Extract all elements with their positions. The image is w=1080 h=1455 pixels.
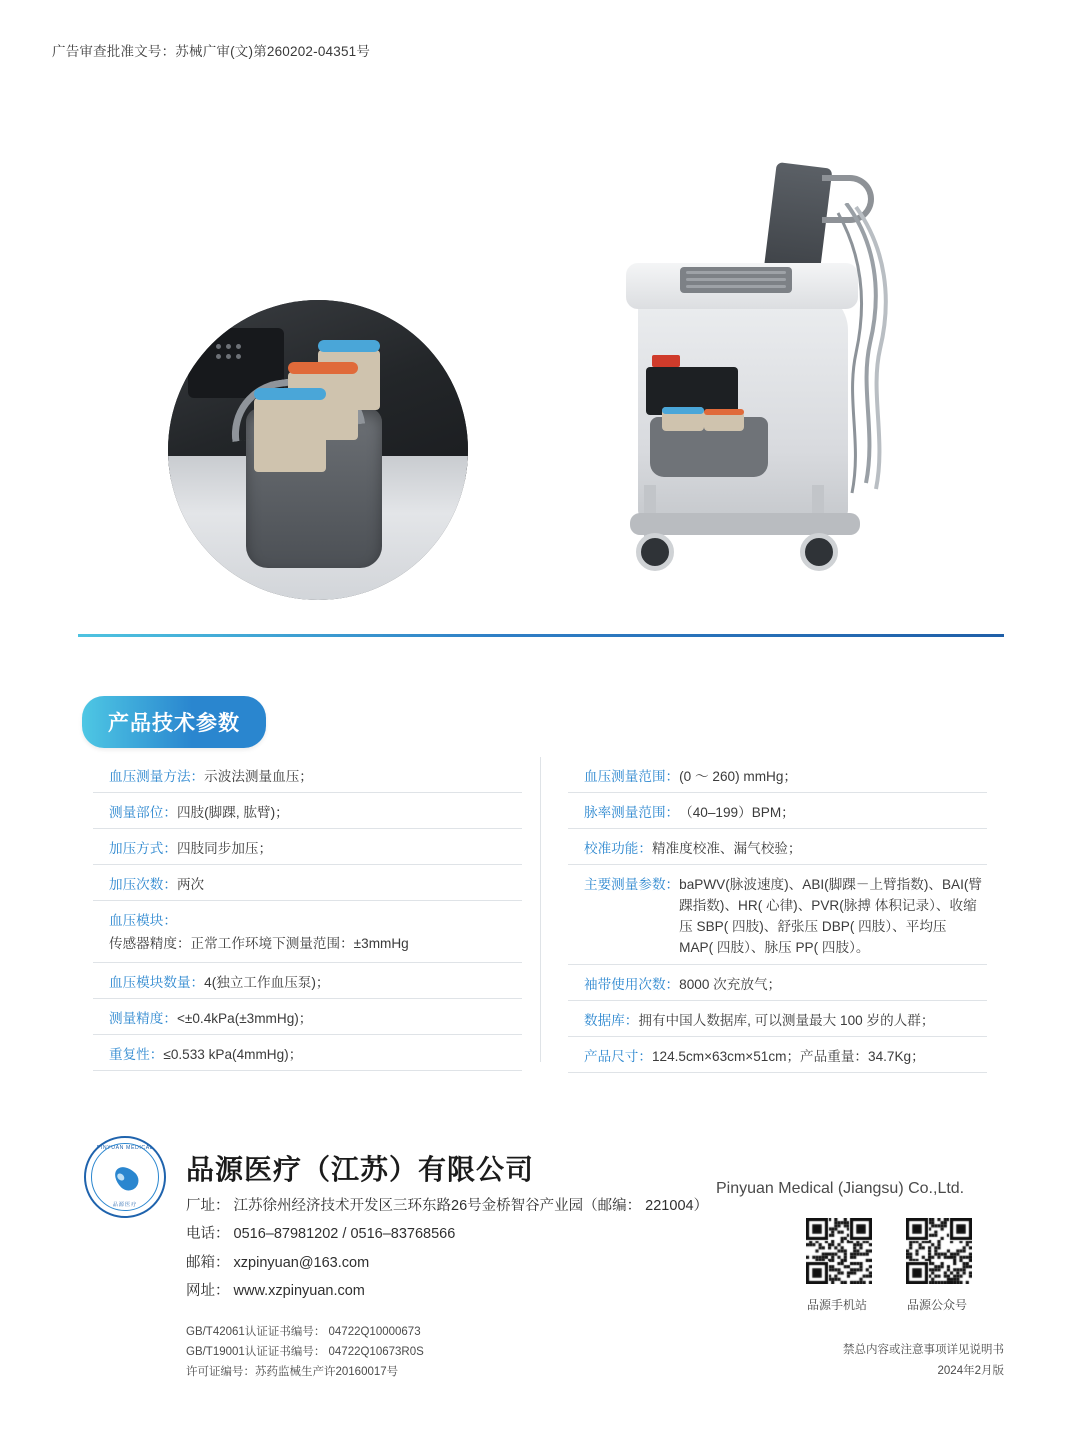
company-logo [84,1136,166,1218]
spec-value: 8000 次充放气； [679,977,782,992]
table-row [568,865,987,965]
logo-bottom-text: 品源医疗 [112,1202,138,1208]
contact-block [186,1192,708,1305]
logo-top-text: PINYUAN MEDICAL [96,1145,154,1151]
spec-value: （40–199）BPM； [679,805,795,820]
spec-key: 校准功能： [584,841,652,856]
spec-key: 袖带使用次数： [584,977,680,992]
spec-column-right [540,757,987,1073]
spec-key: 血压模块： [109,913,177,928]
spec-key: 测量精度： [109,1011,177,1026]
cert-line-2: GB/T19001认证证书编号： 04722Q10673R0S [186,1346,424,1359]
note-line-1: 禁总内容或注意事项详见说明书 [843,1344,1004,1356]
table-row [93,1035,522,1071]
spec-key: 脉率测量范围： [584,805,680,820]
spec-value: 四肢同步加压； [176,841,273,856]
table-row [568,793,987,829]
company-name-cn: 品源医疗（江苏）有限公司 [186,1154,535,1185]
cert-line-3: 许可证编号：苏药监械生产许20160017号 [186,1366,399,1379]
qr-code-wechat [906,1218,972,1284]
spec-value: 示波法测量血压； [204,769,313,784]
product-photos [0,110,1080,610]
cert-line-1: GB/T42061认证证书编号： 04722Q10000673 [186,1326,421,1338]
spec-column-divider [540,757,541,1062]
spec-key: 数据库： [584,1013,639,1028]
certificates-block [186,1322,424,1382]
table-row [93,757,522,793]
spec-value: 拥有中国人数据库, 可以测量最大 100 岁的人群； [638,1013,935,1028]
spec-value: ≤0.533 kPa(4mmHg)； [163,1047,303,1062]
qr-label-wechat: 品源公众号 [906,1298,967,1312]
spec-key: 加压次数： [109,877,177,892]
spec-key: 血压测量方法： [109,769,205,784]
website-line: 网址： www.xzpinyuan.com [186,1282,365,1299]
company-name-en: Pinyuan Medical (Jiangsu) Co.,Ltd. [716,1180,965,1197]
spec-value: 两次 [176,877,205,892]
spec-value: (0 ～ 260) mmHg； [679,769,797,784]
section-divider [78,634,1004,637]
section-title: 产品技术参数 [82,696,266,748]
spec-key: 测量部位： [109,805,177,820]
spec-value: 精准度校准、漏气校验； [651,841,802,856]
qr-label-mobile-site: 品源手机站 [806,1298,867,1312]
spec-key: 血压测量范围： [584,769,680,784]
spec-value: 传感器精度：正常工作环境下测量范围：±3mmHg [109,936,409,952]
spec-key: 加压方式： [109,841,177,856]
footer-note [843,1340,1004,1381]
spec-value: 4(独立工作血压泵)； [204,975,330,990]
address-line: 厂址： 江苏徐州经济技术开发区三环东路26号金桥智谷产业园（邮编： 221004） [186,1198,709,1214]
table-row [568,829,987,865]
cuff-closeup-photo [168,300,468,600]
table-row [93,963,522,999]
approval-number: 广告审查批准文号：苏械广审(文)第260202-04351号 [52,44,371,59]
spec-value: 四肢(脚踝, 肱臂)； [176,805,289,820]
table-row [93,865,522,901]
note-line-2: 2024年2月版 [937,1364,1004,1377]
device-side-photo [600,155,940,595]
email-line: 邮箱： xzpinyuan@163.com [186,1254,370,1271]
table-row [568,757,987,793]
phone-line: 电话： 0516–87981202 / 0516–83768566 [186,1226,456,1243]
spec-column-left [93,757,540,1073]
spec-key: 重复性： [109,1047,164,1062]
spec-value: baPWV(脉波速度)、ABI(脚踝－上臂指数)、BAI(臂踝指数)、HR( 心律)、PVR(脉搏 体积记录）、收缩压 SBP( 四肢)、舒张压 DBP( 四肢）、平均压 MAP( 四肢）、脉压 PP( 四肢）。 [679,877,983,956]
table-row [93,999,522,1035]
spec-value: <±0.4kPa(±3mmHg)； [176,1011,313,1026]
table-row [568,1037,987,1073]
spec-key: 主要测量参数： [584,877,680,892]
table-row [93,793,522,829]
qr-code-mobile-site [806,1218,872,1284]
table-row [93,829,522,865]
spec-key: 产品尺寸： [584,1049,652,1064]
table-row [93,901,522,963]
table-row [568,965,987,1001]
table-row [568,1001,987,1037]
spec-value: 124.5cm×63cm×51cm；产品重量：34.7Kg； [651,1049,925,1064]
spec-key: 血压模块数量： [109,975,205,990]
